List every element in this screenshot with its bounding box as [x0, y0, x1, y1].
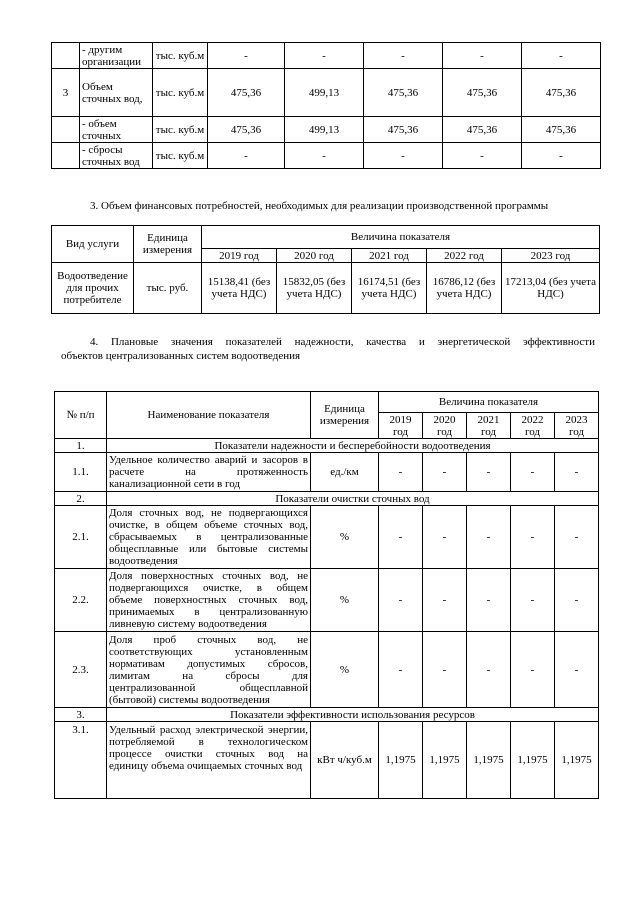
group-row: 3. Показатели эффективности использования ресурсов	[55, 708, 599, 722]
table-row: - другим организации тыс. куб.м - - - - -	[52, 43, 601, 69]
table-row: 2.3. Доля проб сточных вод, не соответствующих установленным нормативам допустимых сбросов, лимитам на сбросы для централизованной общесплавной (бытовой) системы водоотведения % - - - - -	[55, 632, 599, 708]
section3-heading: 3. Объем финансовых потребностей, необходимых для реализации производственной программы	[90, 200, 549, 212]
table-header-row: 2019 год 2020 год 2021 год 2022 год 2023 год	[55, 413, 599, 439]
section4-heading-line1: 4. Плановые значения показателей надежности, качества и энергетической эффективности	[90, 336, 595, 348]
table-row: 3.1. Удельный расход электрической энергии, потребляемой в технологическом процессе очистки сточных вод на единицу объема очищаемых сточных вод кВт ч/куб.м 1,1975 1,1975 1,1975 1,1975 1,1975	[55, 722, 599, 799]
volume-table	[51, 42, 601, 169]
table-row: - объем сточных тыс. куб.м 475,36 499,13 475,36 475,36 475,36	[52, 117, 601, 143]
table-row: - сбросы сточных вод тыс. куб.м - - - - -	[52, 143, 601, 169]
group-row: 1. Показатели надежности и бесперебойности водоотведения	[55, 439, 599, 453]
table-row: 1.1. Удельное количество аварий и засоров в расчете на протяженность канализационной сети в год ед./км - - - - -	[55, 453, 599, 492]
table-row: Водоотведение для прочих потребителе тыс. руб. 15138,41 (без учета НДС) 15832,05 (без учета НДС) 16174,51 (без учета НДС) 16786,12 (без учета НДС) 17213,04 (без учета НДС)	[52, 263, 600, 314]
table-row: 3 Объем сточных вод, тыс. куб.м 475,36 499,13 475,36 475,36 475,36	[52, 69, 601, 117]
table-header-row: Вид услуги Единица измерения Величина показателя	[52, 226, 600, 249]
table-row: 2.2. Доля поверхностных сточных вод, не подвергающихся очистке, в общем объеме поверхностных сточных вод, принимаемых в централизованную ливневую систему водоотведения % - - - - -	[55, 569, 599, 632]
table-row: 2.1. Доля сточных вод, не подвергающихся очистке, в общем объеме сточных вод, сбрасываемых в централизованные общесплавные или бытовые системы водоотведения % - - - - -	[55, 506, 599, 569]
indicators-table	[54, 391, 599, 799]
table-header-row: № п/п Наименование показателя Единица измерения Величина показателя	[55, 392, 599, 413]
finance-table	[51, 225, 600, 314]
table-header-row: 2019 год 2020 год 2021 год 2022 год 2023 год	[52, 249, 600, 263]
group-row: 2. Показатели очистки сточных вод	[55, 492, 599, 506]
section4-heading-line2: объектов централизованных систем водоотведения	[61, 350, 301, 362]
